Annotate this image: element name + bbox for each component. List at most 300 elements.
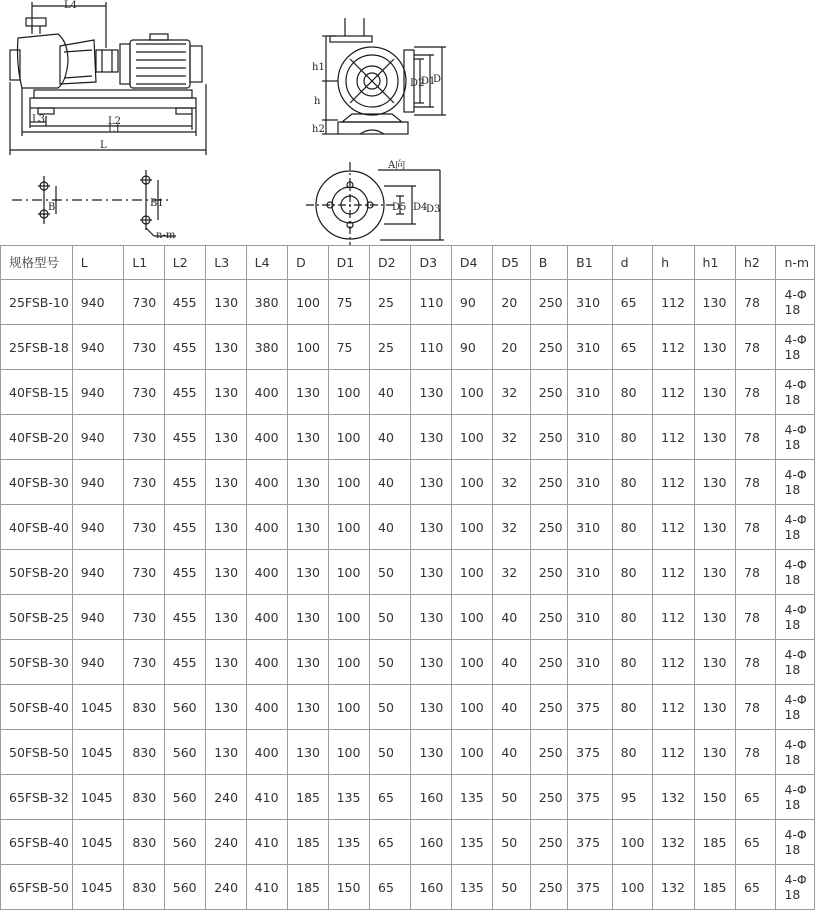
table-cell: 160	[411, 775, 451, 820]
table-cell: 130	[694, 550, 735, 595]
table-cell: 65	[612, 280, 652, 325]
table-cell: 110	[411, 325, 451, 370]
table-cell: 400	[246, 685, 287, 730]
table-cell: 185	[694, 865, 735, 910]
table-cell: 375	[568, 865, 612, 910]
table-cell: 130	[411, 685, 451, 730]
table-cell: 78	[736, 415, 776, 460]
table-cell: 455	[164, 595, 205, 640]
model-cell: 50FSB-20	[1, 550, 73, 595]
table-cell: 100	[328, 640, 369, 685]
table-cell: 78	[736, 730, 776, 775]
table-cell: 160	[411, 820, 451, 865]
table-cell: 830	[124, 730, 164, 775]
table-cell: 100	[451, 505, 492, 550]
table-cell: 250	[530, 280, 567, 325]
table-cell: 130	[206, 685, 246, 730]
table-cell: 50	[370, 640, 411, 685]
table-cell: 90	[451, 325, 492, 370]
table-cell: 100	[451, 685, 492, 730]
table-cell: 455	[164, 505, 205, 550]
table-row	[1, 865, 815, 910]
table-cell: 310	[568, 640, 612, 685]
table-cell: 78	[736, 505, 776, 550]
table-cell: 310	[568, 550, 612, 595]
table-cell: 40	[493, 595, 530, 640]
table-cell: 310	[568, 280, 612, 325]
table-cell: 560	[164, 685, 205, 730]
table-cell: 130	[206, 595, 246, 640]
column-header: h2	[736, 246, 776, 280]
table-cell: 25	[370, 280, 411, 325]
table-cell: 250	[530, 865, 567, 910]
table-cell: 65	[612, 325, 652, 370]
table-cell: 130	[694, 505, 735, 550]
table-cell: 730	[124, 595, 164, 640]
table-cell: 50	[370, 730, 411, 775]
table-cell: 560	[164, 865, 205, 910]
table-cell: 250	[530, 460, 567, 505]
model-cell: 40FSB-30	[1, 460, 73, 505]
pump-dimension-drawing	[0, 0, 815, 245]
table-cell: 78	[736, 460, 776, 505]
table-cell: 560	[164, 730, 205, 775]
table-cell: 375	[568, 820, 612, 865]
table-cell: 100	[328, 595, 369, 640]
table-cell: 4-Φ18	[776, 775, 815, 820]
table-cell: 1045	[72, 820, 124, 865]
table-cell: 130	[694, 280, 735, 325]
table-cell: 100	[288, 325, 328, 370]
table-cell: 112	[653, 325, 694, 370]
table-cell: 100	[328, 685, 369, 730]
table-cell: 310	[568, 595, 612, 640]
column-header: D3	[411, 246, 451, 280]
table-cell: 250	[530, 550, 567, 595]
table-cell: 185	[694, 820, 735, 865]
table-cell: 130	[206, 730, 246, 775]
table-cell: 160	[411, 865, 451, 910]
table-cell: 130	[288, 595, 328, 640]
table-cell: 25	[370, 325, 411, 370]
table-cell: 130	[288, 685, 328, 730]
table-cell: 135	[328, 820, 369, 865]
table-cell: 100	[451, 640, 492, 685]
table-cell: 135	[451, 865, 492, 910]
label-l1: L1	[108, 124, 122, 135]
model-cell: 25FSB-18	[1, 325, 73, 370]
table-cell: 250	[530, 820, 567, 865]
table-cell: 100	[451, 595, 492, 640]
table-cell: 40	[370, 505, 411, 550]
table-cell: 78	[736, 370, 776, 415]
table-cell: 830	[124, 685, 164, 730]
column-header: D4	[451, 246, 492, 280]
table-cell: 130	[206, 550, 246, 595]
table-cell: 310	[568, 505, 612, 550]
table-cell: 100	[451, 415, 492, 460]
table-cell: 100	[612, 865, 652, 910]
table-cell: 130	[411, 460, 451, 505]
table-cell: 4-Φ18	[776, 865, 815, 910]
table-cell: 940	[72, 325, 124, 370]
label-a-direction: A向	[388, 160, 406, 171]
label-n-m: n-m	[156, 230, 176, 241]
column-header: D5	[493, 246, 530, 280]
table-cell: 400	[246, 730, 287, 775]
label-l4: L4	[64, 0, 78, 11]
table-cell: 80	[612, 685, 652, 730]
table-cell: 130	[206, 280, 246, 325]
table-cell: 130	[288, 730, 328, 775]
table-cell: 830	[124, 865, 164, 910]
table-cell: 100	[451, 550, 492, 595]
table-cell: 1045	[72, 775, 124, 820]
table-cell: 130	[288, 460, 328, 505]
model-cell: 25FSB-10	[1, 280, 73, 325]
table-cell: 130	[288, 550, 328, 595]
table-cell: 135	[328, 775, 369, 820]
table-cell: 50	[370, 595, 411, 640]
table-row	[1, 550, 815, 595]
table-cell: 410	[246, 865, 287, 910]
table-cell: 455	[164, 370, 205, 415]
table-cell: 100	[328, 460, 369, 505]
column-header: B	[530, 246, 567, 280]
table-cell: 940	[72, 640, 124, 685]
table-cell: 80	[612, 640, 652, 685]
table-cell: 250	[530, 595, 567, 640]
table-cell: 80	[612, 595, 652, 640]
table-cell: 32	[493, 505, 530, 550]
table-cell: 375	[568, 730, 612, 775]
table-cell: 380	[246, 280, 287, 325]
table-cell: 130	[288, 640, 328, 685]
table-cell: 130	[694, 640, 735, 685]
table-cell: 730	[124, 550, 164, 595]
table-cell: 65	[370, 820, 411, 865]
column-header: L2	[164, 246, 205, 280]
table-cell: 310	[568, 460, 612, 505]
table-row	[1, 730, 815, 775]
table-cell: 240	[206, 820, 246, 865]
table-cell: 375	[568, 775, 612, 820]
table-cell: 112	[653, 415, 694, 460]
table-cell: 130	[694, 730, 735, 775]
label-d4: D4	[413, 202, 428, 213]
table-cell: 80	[612, 370, 652, 415]
table-row	[1, 640, 815, 685]
table-cell: 65	[736, 820, 776, 865]
table-cell: 4-Φ18	[776, 640, 815, 685]
table-cell: 112	[653, 550, 694, 595]
table-cell: 380	[246, 325, 287, 370]
table-cell: 65	[370, 865, 411, 910]
label-d: D	[433, 74, 442, 85]
column-header: h1	[694, 246, 735, 280]
table-cell: 730	[124, 325, 164, 370]
table-cell: 400	[246, 505, 287, 550]
table-header-row	[1, 246, 815, 280]
table-row	[1, 280, 815, 325]
table-row	[1, 685, 815, 730]
table-cell: 730	[124, 460, 164, 505]
table-cell: 4-Φ18	[776, 505, 815, 550]
table-cell: 130	[411, 595, 451, 640]
table-row	[1, 820, 815, 865]
table-row	[1, 415, 815, 460]
table-cell: 50	[493, 775, 530, 820]
column-header: n-m	[776, 246, 815, 280]
table-cell: 78	[736, 280, 776, 325]
table-cell: 90	[451, 280, 492, 325]
table-cell: 100	[451, 730, 492, 775]
model-cell: 50FSB-25	[1, 595, 73, 640]
table-cell: 250	[530, 370, 567, 415]
table-cell: 65	[370, 775, 411, 820]
model-cell: 50FSB-40	[1, 685, 73, 730]
spec-table	[0, 245, 815, 910]
table-cell: 78	[736, 640, 776, 685]
column-header: L4	[246, 246, 287, 280]
column-header: 规格型号	[1, 246, 73, 280]
table-cell: 112	[653, 370, 694, 415]
table-cell: 130	[411, 505, 451, 550]
table-cell: 110	[411, 280, 451, 325]
table-cell: 940	[72, 370, 124, 415]
table-cell: 112	[653, 505, 694, 550]
table-cell: 100	[328, 370, 369, 415]
table-cell: 4-Φ18	[776, 685, 815, 730]
table-cell: 95	[612, 775, 652, 820]
label-d3: D3	[426, 204, 441, 215]
table-cell: 40	[493, 730, 530, 775]
table-cell: 65	[736, 775, 776, 820]
table-cell: 20	[493, 325, 530, 370]
table-cell: 400	[246, 415, 287, 460]
table-cell: 32	[493, 460, 530, 505]
model-cell: 65FSB-32	[1, 775, 73, 820]
table-cell: 455	[164, 550, 205, 595]
table-row	[1, 595, 815, 640]
table-cell: 830	[124, 820, 164, 865]
table-cell: 4-Φ18	[776, 820, 815, 865]
column-header: D1	[328, 246, 369, 280]
table-cell: 100	[451, 370, 492, 415]
model-cell: 65FSB-40	[1, 820, 73, 865]
table-row	[1, 460, 815, 505]
table-cell: 250	[530, 325, 567, 370]
table-cell: 400	[246, 595, 287, 640]
table-cell: 455	[164, 280, 205, 325]
table-row	[1, 775, 815, 820]
table-cell: 940	[72, 415, 124, 460]
table-cell: 100	[451, 460, 492, 505]
table-row	[1, 505, 815, 550]
label-d5: D5	[392, 202, 407, 213]
column-header: L1	[124, 246, 164, 280]
table-cell: 100	[328, 505, 369, 550]
table-cell: 40	[493, 685, 530, 730]
model-cell: 40FSB-20	[1, 415, 73, 460]
table-row	[1, 370, 815, 415]
label-d2: D2	[410, 78, 425, 89]
table-cell: 65	[736, 865, 776, 910]
table-cell: 830	[124, 775, 164, 820]
table-cell: 250	[530, 415, 567, 460]
column-header: B1	[568, 246, 612, 280]
table-cell: 130	[206, 415, 246, 460]
label-b1: B1	[150, 198, 164, 209]
table-cell: 100	[612, 820, 652, 865]
table-cell: 410	[246, 820, 287, 865]
table-cell: 400	[246, 550, 287, 595]
table-cell: 250	[530, 730, 567, 775]
label-h1: h1	[312, 62, 325, 73]
table-cell: 130	[206, 325, 246, 370]
table-cell: 135	[451, 820, 492, 865]
table-cell: 132	[653, 820, 694, 865]
table-cell: 40	[370, 415, 411, 460]
table-cell: 250	[530, 640, 567, 685]
table-cell: 132	[653, 775, 694, 820]
label-b: B	[48, 202, 56, 213]
table-cell: 130	[411, 370, 451, 415]
table-cell: 150	[328, 865, 369, 910]
table-cell: 130	[288, 505, 328, 550]
model-cell: 40FSB-15	[1, 370, 73, 415]
table-cell: 400	[246, 640, 287, 685]
table-cell: 112	[653, 685, 694, 730]
table-cell: 75	[328, 325, 369, 370]
table-cell: 100	[328, 415, 369, 460]
table-cell: 32	[493, 415, 530, 460]
table-cell: 150	[694, 775, 735, 820]
table-cell: 80	[612, 415, 652, 460]
table-cell: 130	[206, 640, 246, 685]
table-cell: 310	[568, 370, 612, 415]
label-h2: h2	[312, 124, 325, 135]
table-cell: 940	[72, 505, 124, 550]
table-cell: 50	[370, 550, 411, 595]
table-cell: 4-Φ18	[776, 370, 815, 415]
table-cell: 130	[411, 415, 451, 460]
table-cell: 455	[164, 460, 205, 505]
table-cell: 250	[530, 775, 567, 820]
table-cell: 132	[653, 865, 694, 910]
table-cell: 1045	[72, 730, 124, 775]
table-cell: 310	[568, 415, 612, 460]
table-cell: 40	[370, 370, 411, 415]
table-cell: 32	[493, 370, 530, 415]
table-cell: 940	[72, 595, 124, 640]
table-cell: 32	[493, 550, 530, 595]
column-header: D	[288, 246, 328, 280]
table-cell: 240	[206, 865, 246, 910]
table-cell: 560	[164, 775, 205, 820]
table-cell: 100	[328, 730, 369, 775]
table-cell: 80	[612, 730, 652, 775]
table-cell: 940	[72, 460, 124, 505]
table-cell: 730	[124, 370, 164, 415]
table-cell: 940	[72, 280, 124, 325]
table-cell: 185	[288, 775, 328, 820]
table-cell: 730	[124, 505, 164, 550]
table-cell: 75	[328, 280, 369, 325]
table-cell: 130	[288, 415, 328, 460]
table-cell: 185	[288, 865, 328, 910]
table-cell: 1045	[72, 685, 124, 730]
table-cell: 240	[206, 775, 246, 820]
table-cell: 310	[568, 325, 612, 370]
label-h: h	[314, 96, 321, 107]
table-cell: 375	[568, 685, 612, 730]
model-cell: 65FSB-50	[1, 865, 73, 910]
table-cell: 560	[164, 820, 205, 865]
model-cell: 50FSB-50	[1, 730, 73, 775]
table-cell: 730	[124, 280, 164, 325]
table-cell: 112	[653, 730, 694, 775]
label-l3: L3	[32, 114, 46, 125]
table-cell: 4-Φ18	[776, 550, 815, 595]
table-cell: 250	[530, 685, 567, 730]
table-cell: 130	[411, 730, 451, 775]
table-cell: 940	[72, 550, 124, 595]
table-cell: 130	[206, 460, 246, 505]
table-cell: 130	[694, 325, 735, 370]
table-cell: 78	[736, 595, 776, 640]
table-cell: 130	[206, 370, 246, 415]
table-cell: 112	[653, 280, 694, 325]
table-cell: 130	[288, 370, 328, 415]
table-cell: 400	[246, 460, 287, 505]
table-cell: 730	[124, 640, 164, 685]
table-cell: 130	[694, 415, 735, 460]
table-cell: 4-Φ18	[776, 280, 815, 325]
table-cell: 78	[736, 325, 776, 370]
table-cell: 130	[694, 685, 735, 730]
column-header: L	[72, 246, 124, 280]
column-header: d	[612, 246, 652, 280]
table-cell: 40	[370, 460, 411, 505]
table-cell: 730	[124, 415, 164, 460]
table-cell: 130	[411, 640, 451, 685]
table-cell: 4-Φ18	[776, 730, 815, 775]
table-cell: 80	[612, 550, 652, 595]
label-d1: D1	[421, 76, 436, 87]
table-cell: 455	[164, 640, 205, 685]
table-cell: 112	[653, 595, 694, 640]
table-cell: 410	[246, 775, 287, 820]
table-cell: 80	[612, 505, 652, 550]
table-cell: 80	[612, 460, 652, 505]
table-cell: 78	[736, 685, 776, 730]
table-cell: 135	[451, 775, 492, 820]
table-cell: 455	[164, 325, 205, 370]
table-cell: 50	[493, 865, 530, 910]
table-cell: 130	[206, 505, 246, 550]
table-cell: 40	[493, 640, 530, 685]
table-cell: 4-Φ18	[776, 595, 815, 640]
table-cell: 455	[164, 415, 205, 460]
table-cell: 130	[411, 550, 451, 595]
label-l2: L2	[108, 116, 122, 127]
table-cell: 4-Φ18	[776, 325, 815, 370]
model-cell: 50FSB-30	[1, 640, 73, 685]
table-cell: 1045	[72, 865, 124, 910]
table-cell: 4-Φ18	[776, 460, 815, 505]
table-cell: 100	[328, 550, 369, 595]
